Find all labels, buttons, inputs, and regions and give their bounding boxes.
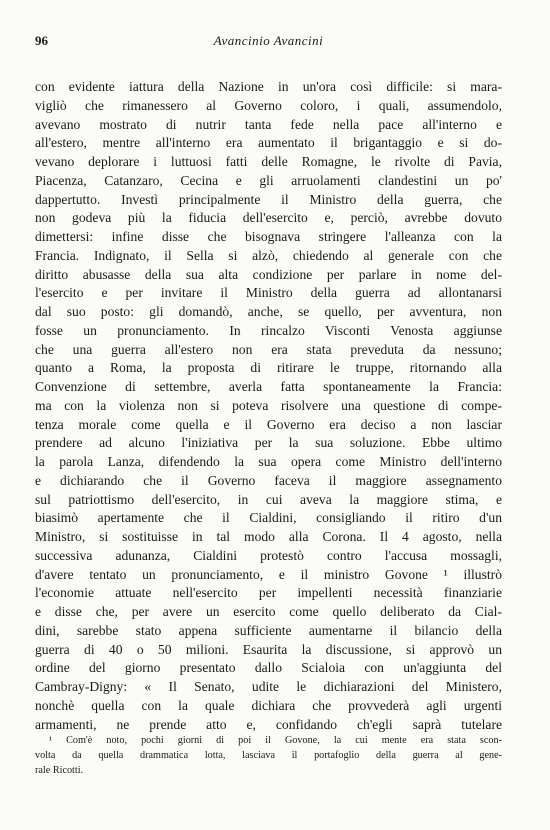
page-header — [35, 33, 502, 53]
text-line: l'economie attuate nell'esercito per impellenti necessità finanziarie — [35, 585, 502, 601]
text-line: la parola Lanza, difendendo la sua opera come Ministro dell'interno — [35, 454, 502, 469]
text-line: non godeva più la fiducia dell'esercito e, perciò, avrebbe dovuto — [35, 210, 502, 226]
text-line: avevano mostrato di nutrir tanta fede nella pace all'interno e — [35, 116, 502, 132]
text-line: Piacenza, Catanzaro, Cecina e gli arruolamenti clandestini un po' — [35, 172, 502, 188]
text-line: all'estero, mentre all'interno era aumentato il brigantaggio e si do- — [35, 135, 502, 151]
body-text — [35, 78, 502, 734]
text-line: e dichiarando che il Governo faceva il maggiore assegnamento — [35, 472, 502, 488]
text-line: vigliò che rimanessero al Governo coloro, i quali, assumendolo, — [35, 97, 502, 113]
text-line: prendere ad alcuno l'iniziativa per la sua soluzione. Ebbe ultimo — [35, 435, 502, 451]
text-line: che una guerra all'estero non era stata preveduta da nessuno; — [35, 341, 502, 357]
text-line: d'avere tentato un pronunciamento, e il ministro Govone ¹ illustrò — [35, 566, 502, 582]
text-line: quanto a Roma, la proposta di ritirare le truppe, ritornando alla — [35, 360, 502, 376]
text-line: sul patriottismo dell'esercito, in cui aveva la maggiore stima, e — [35, 491, 502, 507]
footnote-line: volta da quella drammatica lotta, lasciava il portafoglio della guerra al gene- — [35, 750, 502, 761]
text-line: con evidente iattura della Nazione in un'ora così difficile: si mara- — [35, 79, 502, 94]
text-line: dimettersi: infine disse che bisognava stringere l'alleanza con la — [35, 229, 502, 244]
text-line: Convenzione di settembre, averla fatta spontaneamente la Francia: — [35, 379, 502, 394]
text-line: dini, sarebbe stato appena sufficiente aumentarne il bilancio della — [35, 622, 502, 638]
text-line: e disse che, per avere un esercito come quello deliberato da Cial- — [35, 604, 502, 619]
text-line: dappertutto. Investì principalmente il Ministro della guerra, che — [35, 191, 502, 207]
text-line: Ministro, si sostituisse in tal modo alla Corona. Il 4 agosto, nella — [35, 529, 502, 544]
running-head: Avancinio Avancini — [213, 33, 324, 48]
text-line: guerra di 40 o 50 milioni. Esaurita la discussione, si approvò un — [35, 641, 502, 657]
text-line: armamenti, ne prende atto e, confidando ch'egli saprà tutelare — [35, 716, 502, 732]
text-line: nonchè quella con la quale dichiara che provvederà agli urgenti — [35, 697, 502, 713]
text-line: ordine del giorno presentato dallo Scialoia con un'aggiunta del — [35, 660, 502, 676]
text-line: l'esercito e per invitare il Ministro della guerra ad allontanarsi — [35, 285, 502, 301]
footnote-line: ¹ Com'è noto, pochi giorni di poi il Govone, la cui mente era stata scon- — [49, 735, 502, 746]
text-line: tenza morale come quella e il Governo era deciso a non lasciar — [35, 416, 502, 432]
text-line: dal suo posto: gli domandò, anche, se quello, per avventura, non — [35, 304, 502, 319]
text-line: ma con la violenza non si poteva risolvere una questione di compe- — [35, 397, 502, 413]
text-line: vevano deplorare i luttuosi fatti delle Romagne, le rivolte di Pavia, — [35, 154, 502, 169]
text-line: diritto abusasse della sua alta condizione per parlare in nome del- — [35, 266, 502, 282]
text-line: biasimò apertamente che il Cialdini, consigliando il ritiro d'un — [35, 510, 502, 526]
text-line: Cambray-Digny: « Il Senato, udite le dichiarazioni del Ministero, — [35, 679, 502, 694]
footnote — [35, 733, 502, 778]
text-line: successiva adunanza, Cialdini protestò contro l'accusa mossagli, — [35, 547, 502, 563]
text-line: Francia. Indignato, il Sella si alzò, chiedendo al generale con che — [35, 247, 502, 263]
footnote-line: rale Ricotti. — [35, 765, 84, 776]
text-line: fosse un pronunciamento. In rincalzo Visconti Venosta aggiunse — [35, 322, 502, 338]
page-number: 96 — [35, 33, 48, 48]
